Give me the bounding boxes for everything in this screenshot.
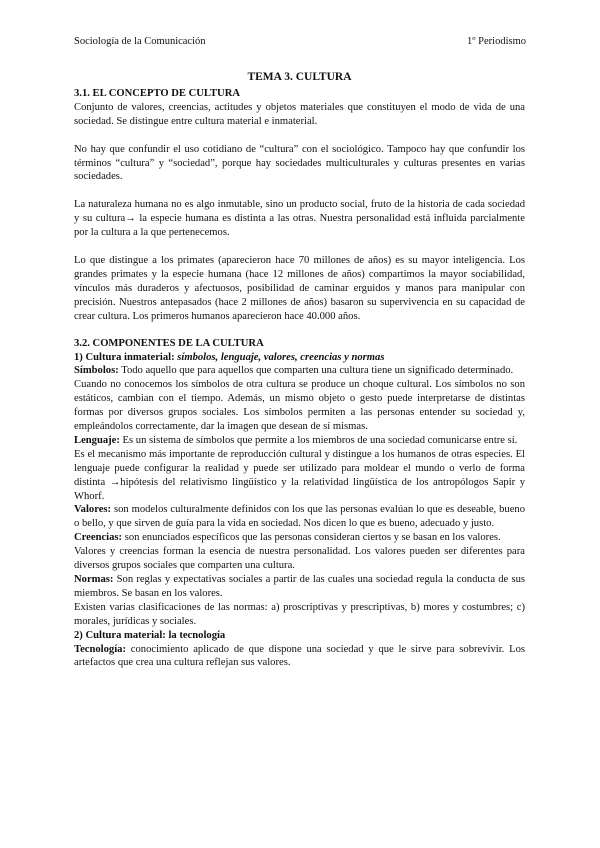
normas-text: Son reglas y expectativas sociales a partir de las cuales una sociedad regula la conducta de sus miembros. Se basan en los valores. xyxy=(74,574,525,599)
section-1-heading: 3.1. EL CONCEPTO DE CULTURA xyxy=(74,87,241,99)
subsection-2-heading: 2) Cultura material: la tecnología xyxy=(74,629,226,641)
simbolos-definition xyxy=(74,364,525,378)
section-2-heading: 3.2. COMPONENTES DE LA CULTURA xyxy=(74,337,264,349)
valores-text: son modelos culturalmente definidos con los que las personas evalúan lo que es deseable, bueno o bello, y que sirven de guía para la vida en sociedad. Nos dicen lo que es bueno, adecuado y justo. xyxy=(74,504,525,530)
header-degree: 1º Periodismo xyxy=(467,36,526,47)
creencias-text: son enunciados específicos que las personas consideran ciertos y se basan en los valores. xyxy=(122,532,501,544)
tecnologia-definition xyxy=(74,643,525,671)
section-1-paragraph-4: Lo que distingue a los primates (aparecieron hace 70 millones de años) es su mayor inteligencia. Los grandes primates y la especie humana (hace 12 millones de años) compartimos la mayor sociabilidad, vínculos más duraderos y afectuosos, posibilidad de caminar erguidos y manos para manipular con precisión. Nuestros antepasados (hace 2 millones de años) basaron su supervivencia en su capacidad de crear cultura. Los primeros humanos aparecieron hace 40.000 años. xyxy=(74,255,525,322)
document-body xyxy=(74,71,525,670)
document-title: TEMA 3. CULTURA xyxy=(247,71,352,83)
section-1-paragraph-1: Conjunto de valores, creencias, actitudes y objetos materiales que constituyen el modo de vida de una sociedad. Se distingue entre cultura material e inmaterial. xyxy=(74,101,525,127)
creencias-definition xyxy=(74,531,525,545)
header-course: Sociología de la Comunicación xyxy=(74,36,206,47)
section-1-paragraph-3: La naturaleza humana no es algo inmutable, sino un producto social, fruto de la historia de cada sociedad y su cultura→ la especie humana es distinta a las otras. Nuestra personalidad está influida parcialmente por la cultura a la que pertenecemos. xyxy=(74,199,525,239)
simbolos-paragraph: Cuando no conocemos los símbolos de otra cultura se produce un choque cultural. Los símbolos no son estáticos, cambian con el tiempo. Además, un mismo objeto o gesto puede interpretarse de distintas formas por diversos grupos sociales. Los símbolos permiten a las personas entender su sociedad y, empleándolos correctamente, dar la imagen que desean de sí mismas. xyxy=(74,379,525,433)
subsection-1-heading xyxy=(74,351,525,365)
simbolos-term: Símbolos: xyxy=(74,365,119,377)
lenguaje-definition xyxy=(74,434,525,448)
tecnologia-term: Tecnología: xyxy=(74,643,126,655)
tecnologia-text: conocimiento aplicado de que dispone una sociedad y que le sirve para sobrevivir. Los artefactos que crea una cultura reflejan sus valores. xyxy=(74,643,525,669)
lenguaje-paragraph: Es el mecanismo más importante de reproducción cultural y distingue a los humanos de otras especies. El lenguaje puede configurar la realidad y puede ser utilizado para moldear el mundo o verlo de forma distinta →hipótesis del relativismo lingüístico y la relatividad lingüística de los antropólogos Sapir y Whorf. xyxy=(74,448,525,502)
simbolos-text: Todo aquello que para aquellos que comparten una cultura tiene un significado determinado. xyxy=(118,365,514,377)
creencias-paragraph: Valores y creencias forman la esencia de nuestra personalidad. Los valores pueden ser diferentes para diversos grupos sociales que comparten una cultura. xyxy=(74,546,525,572)
normas-definition xyxy=(74,573,525,601)
creencias-term: Creencias: xyxy=(74,532,123,544)
lenguaje-term: Lenguaje: xyxy=(74,434,120,446)
lenguaje-text: Es un sistema de símbolos que permite a los miembros de una sociedad comunicarse entre sí. xyxy=(119,434,518,446)
normas-paragraph: Existen varias clasificaciones de las normas: a) proscriptivas y prescriptivas, b) mores y costumbres; c) morales, jurídicas y sociales. xyxy=(74,601,525,627)
page-header xyxy=(74,36,526,47)
valores-term: Valores: xyxy=(74,504,112,516)
section-1-paragraph-2: No hay que confundir el uso cotidiano de “cultura” con el sociológico. Tampoco hay que confundir los términos “cultura” y “sociedad”, porque hay sociedades multiculturales y culturas presentes en varias sociedades. xyxy=(74,143,525,183)
subsection-1-label: 1) Cultura inmaterial: xyxy=(74,351,178,363)
valores-definition xyxy=(74,503,525,531)
normas-term: Normas: xyxy=(74,574,114,585)
subsection-1-topics: símbolos, lenguaje, valores, creencias y normas xyxy=(177,351,385,363)
